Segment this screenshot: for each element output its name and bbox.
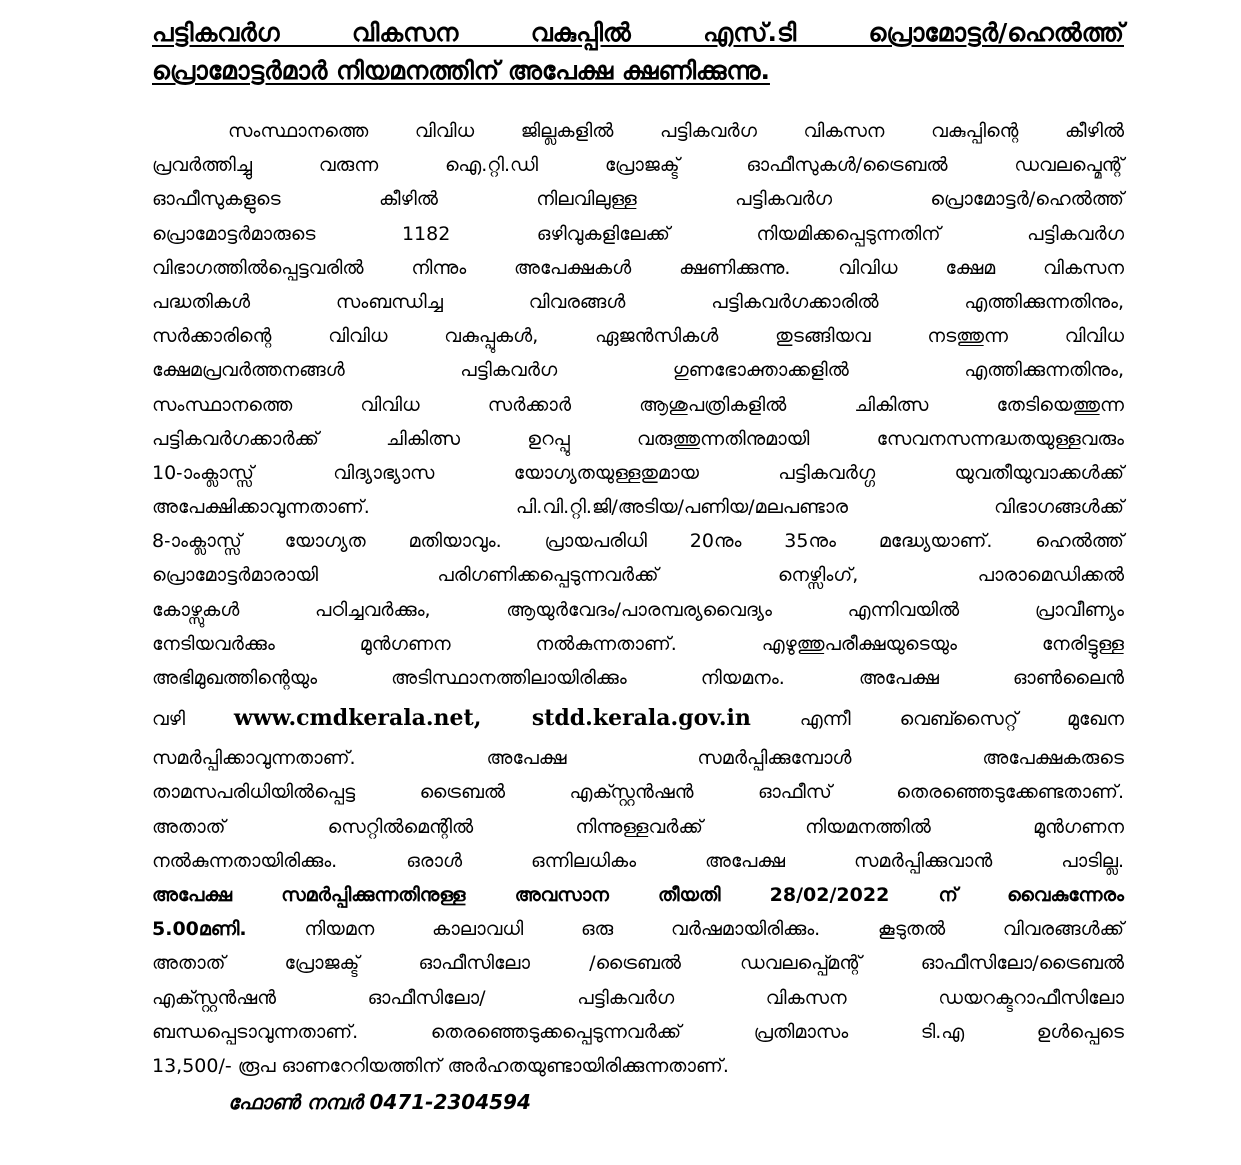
body-line: ഓഫീസുകളുടെ കീഴിൽ നിലവിലുള്ള പട്ടികവർഗ പ്രൊമോട്ടർ/ഹെൽത്ത് [152,188,1124,211]
body-line: നൽകുന്നതായിരിക്കും. ഒരാൾ ഒന്നിലധികം അപേക്ഷ സമർപ്പിക്കുവാൻ പാടില്ല. [152,849,1124,872]
body-line: പ്രൊമോട്ടർമാരുടെ 1182 ഒഴിവുകളിലേക്ക് നിയമിക്കപ്പെടുന്നതിന് പട്ടികവർഗ [152,222,1124,245]
body-line: സർക്കാരിന്റെ വിവിധ വകുപ്പുകൾ, ഏജൻസികൾ തുടങ്ങിയവ നടത്തുന്ന വിവിധ [152,325,1124,348]
body-line: കോഴ്സുകൾ പഠിച്ചവർക്കും, ആയുർവേദം/പാരമ്പര്യവൈദ്യം എന്നിവയിൽ പ്രാവീണ്യം [152,598,1124,621]
body-line: താമസപരിധിയിൽപ്പെട്ട ട്രൈബൽ എക്സ്റ്റൻഷൻ ഓഫീസ് തെരഞ്ഞെടുക്കേണ്ടതാണ്. [152,781,1124,804]
body-line: ക്ഷേമപ്രവർത്തനങ്ങൾ പട്ടികവർഗ ഗുണഭോക്താക്കളിൽ എത്തിക്കുന്നതിനും, [152,359,1124,382]
deadline-time: 5.00മണി. [152,918,247,941]
notice-title [152,14,1124,90]
body-line: പട്ടികവർഗക്കാർക്ക് ചികിത്സ ഉറപ്പു വരുത്തുന്നതിനുമായി സേവനസന്നദ്ധതയുള്ളവരും [152,427,1124,450]
body-line: എക്സ്റ്റൻഷൻ ഓഫീസിലോ/ പട്ടികവർഗ വികസന ഡയറക്ടറാഫീസിലോ [152,986,1124,1009]
body-line: 8-ാംക്ലാസ്സ് യോഗ്യത മതിയാവും. പ്രായപരിധി 20നും 35നും മദ്ധ്യേയാണ്. ഹെൽത്ത് [152,530,1124,553]
body-line: നേടിയവർക്കും മുൻഗണന നൽകുന്നതാണ്. എഴുത്തുപരീക്ഷയുടെയും നേരിട്ടുള്ള [152,632,1124,655]
body-line: സമർപ്പിക്കാവുന്നതാണ്. അപേക്ഷ സമർപ്പിക്കുമ്പോൾ അപേക്ഷകരുടെ [152,747,1124,770]
body-line: സംസ്ഥാനത്തെ വിവിധ സർക്കാർ ആശുപത്രികളിൽ ചികിത്സ തേടിയെത്തുന്ന [152,393,1124,416]
title-line-2: പ്രൊമോട്ടർമാർ നിയമനത്തിന് അപേക്ഷ ക്ഷണിക്കുന്നു. [152,56,770,85]
body-line: പദ്ധതികൾ സംബന്ധിച്ച വിവരങ്ങൾ പട്ടികവർഗക്കാരിൽ എത്തിക്കുന്നതിനും, [152,290,1124,313]
body-line: അഭിമുഖത്തിന്റെയും അടിസ്ഥാനത്തിലായിരിക്കും നിയമനം. അപേക്ഷ ഓൺലൈൻ [152,667,1124,689]
website-line-suffix: എന്നീ വെബ്സൈറ്റ് മുഖേന [799,708,1124,731]
title-line-1: പട്ടികവർഗ വികസന വകുപ്പിൽ എസ്.ടി പ്രൊമോട്ടർ/ഹെൽത്ത് [152,18,1124,47]
website-line-prefix: വഴി [152,708,185,731]
website-urls: www.cmdkerala.net, stdd.kerala.gov.in [233,705,751,732]
deadline-line: അപേക്ഷ സമർപ്പിക്കുന്നതിനുള്ള അവസാന തീയതി 28/02/2022 ന് വൈകുന്നേരം [152,883,1124,906]
body-line: അപേക്ഷിക്കാവുന്നതാണ്. പി.വി.റ്റി.ജി/അടിയ/പണിയ/മലപണ്ടാര വിഭാഗങ്ങൾക്ക് [152,496,1124,519]
phone-number: ഫോൺ നമ്പർ 0471-2304594 [228,1090,531,1114]
body-line: അതാത് പ്രോജക്ട് ഓഫീസിലോ /ട്രൈബൽ ഡവലപ്പ്മെന്റ് ഓഫീസിലോ/ട്രൈബൽ [152,952,1124,975]
body-line: പ്രൊമോട്ടർമാരായി പരിഗണിക്കപ്പെടുന്നവർക്ക് നെഴ്സിംഗ്, പാരാമെഡിക്കൽ [152,564,1124,587]
notice-body [152,114,1124,1083]
body-line: അതാത് സെറ്റിൽമെന്റിൽ നിന്നുള്ളവർക്ക് നിയമനത്തിൽ മുൻഗണന [152,815,1124,838]
notice-document [152,14,1124,1083]
body-line [152,912,1124,946]
body-line: വിഭാഗത്തിൽപ്പെട്ടവരിൽ നിന്നും അപേക്ഷകൾ ക്ഷണിക്കുന്നു. വിവിധ ക്ഷേമ വികസന [152,256,1124,279]
website-line [152,695,1124,741]
body-line: 10-ാംക്ലാസ്സ് വിദ്യാഭ്യാസ യോഗ്യതയുള്ളതുമായ പട്ടികവർഗ്ഗ യുവതീയുവാക്കൾക്ക് [152,461,1124,484]
body-line-rest: നിയമന കാലാവധി ഒരു വർഷമായിരിക്കും. കൂടുതൽ വിവരങ്ങൾക്ക് [304,918,1124,941]
body-line: പ്രവർത്തിച്ചു വരുന്ന ഐ.റ്റി.ഡി പ്രോജക്ട് ഓഫീസുകൾ/ട്രൈബൽ ഡവലപ്മെന്റ് [152,154,1124,177]
body-line: 13,500/- രൂപ ഓണറേറിയത്തിന് അർഹതയുണ്ടായിരിക്കുന്നതാണ്. [152,1054,729,1077]
body-line: സംസ്ഥാനത്തെ വിവിധ ജില്ലകളിൽ പട്ടികവർഗ വികസന വകുപ്പിന്റെ കീഴിൽ [228,120,1124,142]
body-line: ബന്ധപ്പെടാവുന്നതാണ്. തെരഞ്ഞെടുക്കപ്പെടുന്നവർക്ക് പ്രതിമാസം ടി.എ ഉൾപ്പെടെ [152,1020,1124,1043]
